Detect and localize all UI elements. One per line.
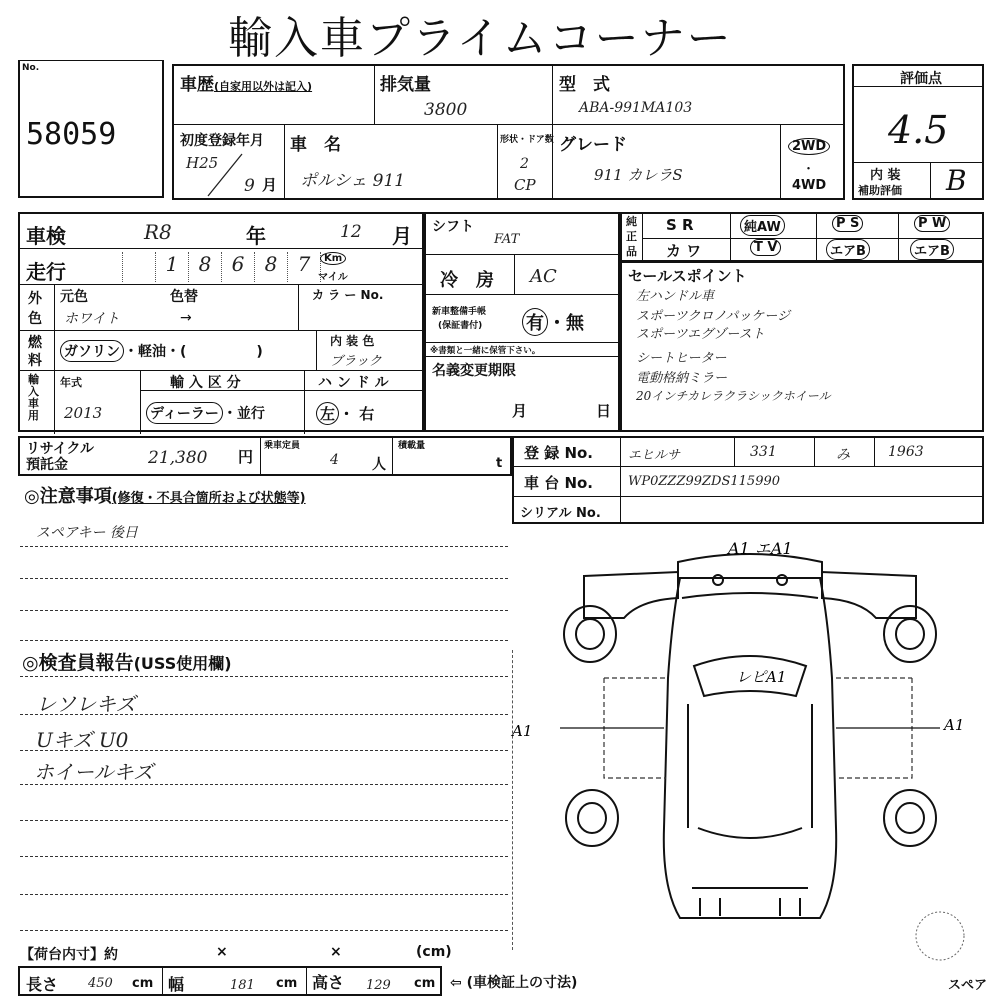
height-unit: cm <box>414 976 436 991</box>
mileage-digits <box>90 252 321 282</box>
recycle-value: 21,380 <box>148 448 208 468</box>
dims-box <box>18 966 442 996</box>
capacity-value: 4 <box>330 452 339 468</box>
color-code-label: カ ラ ー No. <box>312 288 384 302</box>
cargo-row: 【荷台内寸】約 × × (cm) <box>20 944 452 963</box>
lot-number-box <box>18 60 164 198</box>
sales-point: スポーツクロノパッケージ <box>636 309 791 324</box>
inspector-line: Uキズ U0 <box>36 728 129 752</box>
vehicle-info-box <box>172 64 845 200</box>
mileage-digit <box>90 252 123 282</box>
shape-type: CP <box>514 176 536 194</box>
inspection-box <box>18 212 424 432</box>
shift-label: シフト <box>432 219 474 235</box>
mileage-digit: 8 <box>189 252 222 282</box>
mileage-unit-mile: マイル <box>318 272 348 283</box>
length-unit: cm <box>132 976 154 991</box>
color-original-label: 元色 <box>60 289 88 305</box>
equip-tv: T V <box>750 239 781 256</box>
history-label: 車歴(自家用以外は記入) <box>180 75 313 95</box>
sales-point: スポーツエグゾースト <box>636 327 765 342</box>
import-parallel: ・並行 <box>222 406 265 422</box>
registration-region: エヒルサ <box>628 448 681 463</box>
inspector-line: ホイールキズ <box>34 760 154 784</box>
chassis-label: 車 台 No. <box>524 474 594 492</box>
fuel-options-rest: ・軽油・( ) <box>124 344 263 360</box>
serial-label: シリアル No. <box>520 506 601 521</box>
color-original: ホワイト <box>64 311 120 327</box>
length-value: 450 <box>88 976 113 991</box>
first-reg-label: 初度登録年月 <box>180 133 264 149</box>
fuel-options <box>60 340 263 362</box>
handle-left: 左 <box>316 402 339 425</box>
drive-4wd: 4WD <box>792 178 827 193</box>
import-year: 2013 <box>64 404 103 422</box>
name-change-label: 名義変更期限 <box>432 363 516 379</box>
car-diagram <box>512 528 990 958</box>
load-unit: t <box>496 456 503 471</box>
import-label: 輸 入 車 用 <box>28 373 39 422</box>
handle-label: ハ ン ド ル <box>318 375 389 391</box>
chassis-value: WP0ZZZ99ZDS115990 <box>628 474 781 489</box>
interior-score-value: B <box>946 164 967 197</box>
recycle-box <box>18 436 512 476</box>
mileage-unit-km: Km <box>320 252 346 265</box>
equipment-label: 純 正 品 <box>626 215 637 258</box>
color-outer-label-1: 外 <box>28 291 42 307</box>
registration-number: 1963 <box>888 444 924 460</box>
mileage-digit <box>123 252 156 282</box>
recycle-label-1: リサイクル <box>26 441 95 457</box>
registration-label: 登 録 No. <box>524 444 594 462</box>
equip-pw: P W <box>914 215 950 232</box>
capacity-label: 乗車定員 <box>264 441 301 451</box>
equip-airbag-2: エアB <box>910 239 954 260</box>
interior-color-label: 内 装 色 <box>330 334 375 348</box>
inspector-title: ◎検査員報告(USS使用欄) <box>22 652 232 674</box>
model-code-label: 型 式 <box>559 75 610 95</box>
length-label: 長さ <box>26 975 59 994</box>
recycle-unit: 円 <box>238 448 254 466</box>
equip-ps: P S <box>832 215 863 232</box>
diagram-right-mark: A1 <box>944 716 965 734</box>
name-change-month: 月 <box>512 402 528 420</box>
name-change-day: 日 <box>596 402 612 420</box>
diagram-left-mark: A1 <box>512 722 533 740</box>
score-label: 評価点 <box>900 71 942 87</box>
interior-score-label-1: 内 装 <box>870 168 901 183</box>
color-change-label: 色替 <box>170 289 198 305</box>
model-code-value: ABA-991MA103 <box>579 100 693 116</box>
car-name-value: ポルシェ 911 <box>300 171 406 191</box>
score-box <box>852 64 984 200</box>
spare-label: スペア <box>948 978 988 993</box>
ac-value: AC <box>530 266 557 287</box>
import-category <box>146 402 265 424</box>
drive-dot: ・ <box>802 162 816 177</box>
notes-line: スペアキー 後日 <box>36 525 138 541</box>
interior-color: ブラック <box>330 354 382 369</box>
manual-value: 有 ・無 <box>522 308 584 336</box>
page-title: 輸入車プライムコーナー <box>228 13 733 64</box>
first-reg-month: 9 <box>244 176 255 196</box>
import-category-label: 輸 入 区 分 <box>170 375 241 391</box>
mileage-digit: 1 <box>156 252 189 282</box>
grade-label: グレード <box>559 135 627 155</box>
sales-point: 20インチカレラクラシックホイール <box>636 389 831 403</box>
car-name-label: 車 名 <box>290 135 341 155</box>
capacity-unit: 人 <box>372 457 386 473</box>
sales-point: 左ハンドル車 <box>636 289 715 304</box>
grade-value: 911 カレラS <box>594 166 683 184</box>
mileage-label: 走行 <box>26 260 66 284</box>
import-dealer: ディーラー <box>146 402 223 424</box>
manual-label-1: 新車整備手帳 <box>432 307 487 317</box>
shift-ac-box <box>424 212 620 432</box>
load-label: 積載量 <box>398 441 426 451</box>
first-reg-year: H25 <box>186 154 219 172</box>
inspection-value: R8 <box>144 220 172 244</box>
handle-value <box>316 402 374 425</box>
diagram-windshield: レピA1 <box>736 668 787 686</box>
sales-point: 電動格納ミラー <box>636 371 728 386</box>
drive-2wd: 2WD <box>788 138 830 155</box>
equip-aw: 純AW <box>740 215 785 236</box>
height-value: 129 <box>366 978 391 993</box>
inspection-label: 車検 <box>26 224 66 248</box>
notes-title: ◎注意事項(修復・不具合箇所および状態等) <box>24 486 306 507</box>
manual-no: 無 <box>566 313 584 334</box>
sales-point: シートヒーター <box>636 351 727 366</box>
color-change-arrow: → <box>180 310 192 326</box>
equip-sr: S R <box>666 216 694 234</box>
inspection-month-label: 月 <box>392 224 412 248</box>
import-year-label: 年式 <box>60 376 82 389</box>
handle-right: ・ 右 <box>339 405 375 423</box>
height-label: 高さ <box>312 973 345 992</box>
manual-yes: 有 <box>522 308 548 336</box>
fuel-label-1: 燃 <box>28 335 42 351</box>
registration-box <box>512 436 984 524</box>
interior-score-label-2: 補助評価 <box>858 184 902 197</box>
manual-note: ※書類と一緒に保管下さい。 <box>430 346 541 356</box>
width-unit: cm <box>276 976 298 991</box>
shape-doors: 2 <box>520 156 529 172</box>
registration-kana: み <box>836 447 850 463</box>
shift-value: FAT <box>494 232 520 247</box>
sales-points-label: セールスポイント <box>628 267 747 285</box>
width-label: 幅 <box>168 975 185 994</box>
ac-label: 冷 房 <box>440 270 494 291</box>
equip-airbag-1: エアB <box>826 239 870 260</box>
color-outer-label-2: 色 <box>28 311 42 327</box>
displacement-label: 排気量 <box>380 75 431 95</box>
mileage-digit: 8 <box>255 252 288 282</box>
inspection-month: 12 <box>340 222 362 242</box>
mileage-digit: 7 <box>288 252 321 282</box>
inspection-year-label: 年 <box>246 224 266 248</box>
mileage-digit: 6 <box>222 252 255 282</box>
dims-note: ⇦ (車検証上の寸法) <box>450 975 578 991</box>
recycle-label-2: 預託金 <box>26 457 68 473</box>
lot-no-label: No. <box>22 63 40 73</box>
inspector-line: レソレキズ <box>36 692 136 716</box>
fuel-selected: ガソリン <box>60 340 124 362</box>
diagram-top-marks: A1 エA1 <box>728 539 793 558</box>
sales-points-box <box>620 262 984 432</box>
fuel-label-2: 料 <box>28 353 42 369</box>
lot-number: 58059 <box>26 117 117 152</box>
score-value: 4.5 <box>888 108 949 152</box>
shape-label: 形状・ドア数 <box>500 135 554 145</box>
equipment-box <box>620 212 984 262</box>
displacement-value: 3800 <box>424 100 468 120</box>
registration-class: 331 <box>750 444 777 460</box>
first-reg-month-unit: 月 <box>262 176 278 194</box>
width-value: 181 <box>230 978 255 993</box>
equip-leather: カ ワ <box>666 242 702 260</box>
manual-label-2: (保証書付) <box>438 321 483 331</box>
cargo-label: 【荷台内寸】約 <box>20 947 118 963</box>
